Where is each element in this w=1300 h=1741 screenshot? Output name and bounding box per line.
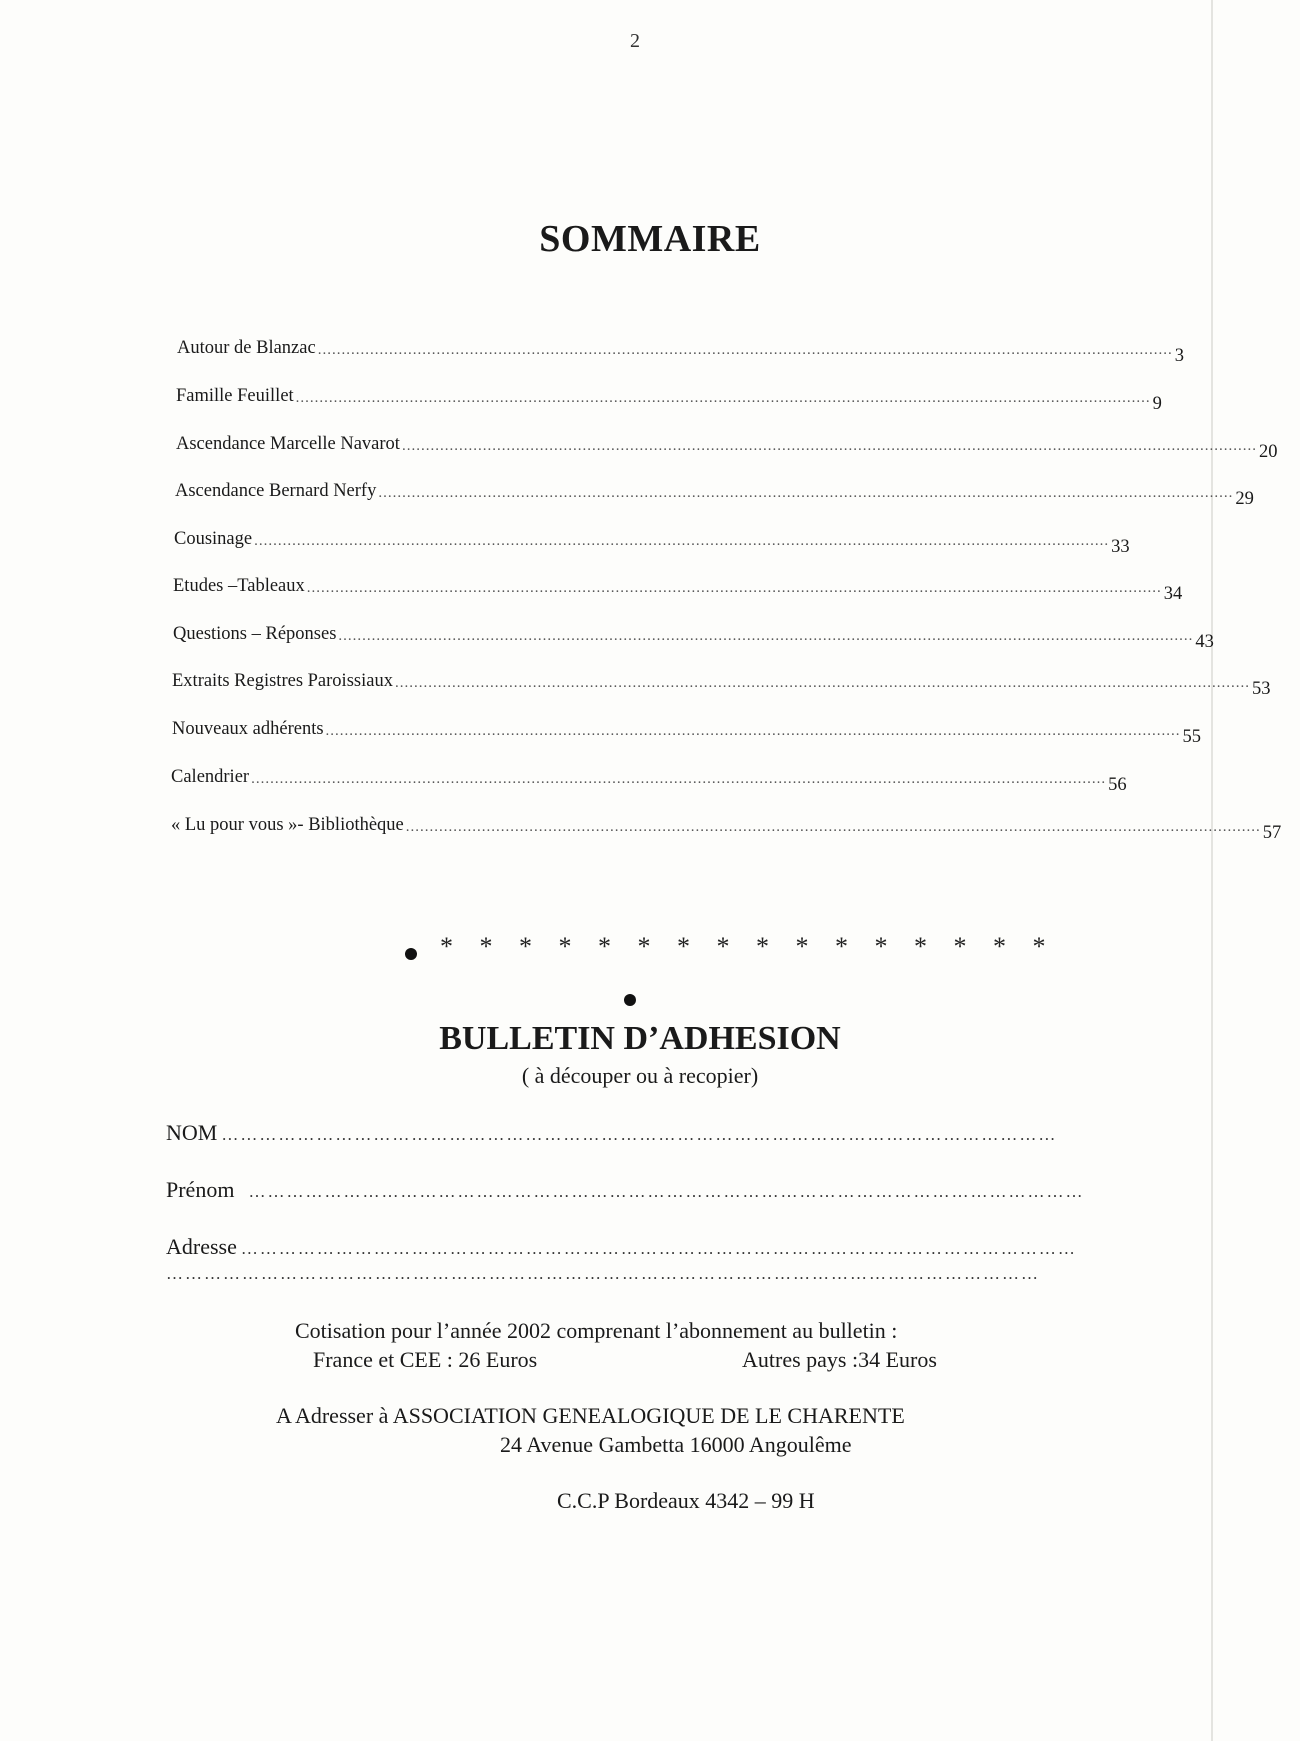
toc-leader-dots: .................................................................................................................................................................................... — [394, 675, 1250, 691]
toc-item-page: 56 — [1108, 775, 1127, 795]
toc-item-page: 29 — [1235, 489, 1254, 509]
toc-item-page: 9 — [1152, 394, 1162, 414]
toc-item-page: 43 — [1195, 632, 1214, 652]
bulletin-subtitle: ( à découper ou à recopier) — [521, 1063, 759, 1088]
toc-item-label: Nouveaux adhérents — [172, 719, 324, 739]
toc-item-page: 53 — [1251, 679, 1271, 699]
adresse-field[interactable] — [166, 1234, 1077, 1260]
toc-item-page: 3 — [1174, 346, 1184, 366]
adresse-fill-line-2[interactable]: ………………………………………………………………………………………………………………………… — [166, 1264, 1040, 1283]
toc-item-label: Extraits Registres Paroissiaux — [172, 671, 393, 691]
toc-item-page: 20 — [1258, 442, 1278, 462]
cotisation-text: Cotisation pour l’année 2002 comprenant l’abonnement au bulletin : — [295, 1318, 898, 1343]
bulletin-title: BULLETIN D’ADHESION — [439, 1020, 841, 1057]
price-france: France et CEE : 26 Euros — [313, 1347, 538, 1372]
association-address: 24 Avenue Gambetta 16000 Angoulême — [500, 1432, 852, 1457]
nom-label: NOM — [166, 1120, 218, 1145]
toc-item-label: Ascendance Marcelle Navarot — [176, 434, 400, 454]
toc-item — [172, 711, 1202, 747]
toc-item-page: 55 — [1182, 727, 1202, 747]
toc-leader-dots: .................................................................................................................................................................................... — [401, 438, 1257, 454]
toc-item — [177, 330, 1184, 366]
toc-item-label: Questions – Réponses — [173, 624, 337, 644]
toc-item — [174, 521, 1130, 557]
toc-leader-dots: .................................................................................................................................................................................... — [405, 819, 1261, 835]
toc-item-label: « Lu pour vous »- Bibliothèque — [171, 815, 404, 835]
toc-leader-dots: .................................................................................................................................................................................... — [251, 771, 1107, 787]
toc-leader-dots: .................................................................................................................................................................................... — [306, 580, 1162, 596]
toc-item — [171, 807, 1282, 843]
page-edge-line — [1211, 0, 1213, 1741]
nom-field[interactable] — [166, 1120, 1058, 1146]
toc-item-label: Cousinage — [174, 529, 253, 549]
bullet-dot — [405, 948, 417, 960]
ccp-account: C.C.P Bordeaux 4342 – 99 H — [557, 1488, 815, 1513]
toc-item-label: Calendrier — [171, 767, 250, 787]
toc-leader-dots: .................................................................................................................................................................................... — [378, 485, 1234, 501]
toc-item-label: Ascendance Bernard Nerfy — [175, 481, 377, 501]
prenom-label: Prénom — [166, 1177, 235, 1202]
nom-fill-line[interactable]: …………………………………………………………………………………………………………………… — [221, 1125, 1058, 1144]
page-number: 2 — [630, 30, 640, 52]
toc-item — [171, 759, 1127, 795]
toc-item-label: Etudes –Tableaux — [173, 576, 305, 596]
adresse-fill-line[interactable]: …………………………………………………………………………………………………………………… — [240, 1239, 1077, 1258]
toc-leader-dots: .................................................................................................................................................................................... — [338, 628, 1194, 644]
toc-item-page: 34 — [1163, 584, 1183, 604]
toc-item-label: Autour de Blanzac — [177, 338, 316, 358]
star-separator: * * * * * * * * * * * * * * * * — [440, 932, 1056, 961]
toc-item — [176, 426, 1278, 462]
toc-item — [172, 663, 1271, 699]
price-other-countries: Autres pays :34 Euros — [742, 1347, 937, 1372]
prenom-field[interactable] — [166, 1177, 1085, 1203]
toc-item — [176, 378, 1162, 414]
toc-item — [173, 616, 1214, 652]
adresse-field-line-2[interactable] — [166, 1264, 1040, 1284]
page-title: SOMMAIRE — [539, 218, 761, 260]
adresse-label: Adresse — [166, 1234, 237, 1259]
toc-leader-dots: .................................................................................................................................................................................... — [325, 723, 1181, 739]
bullet-dot — [624, 994, 636, 1006]
toc-item-page: 57 — [1262, 823, 1282, 843]
toc-item — [173, 568, 1183, 604]
prenom-fill-line[interactable]: …………………………………………………………………………………………………………………… — [248, 1182, 1085, 1201]
toc-leader-dots: .................................................................................................................................................................................... — [254, 533, 1110, 549]
send-to-text: A Adresser à ASSOCIATION GENEALOGIQUE DE LE CHARENTE — [276, 1403, 905, 1428]
toc-item — [175, 473, 1254, 509]
toc-leader-dots: .................................................................................................................................................................................... — [295, 390, 1151, 406]
toc-leader-dots: .................................................................................................................................................................................... — [317, 342, 1173, 358]
toc-item-page: 33 — [1111, 537, 1130, 557]
toc-item-label: Famille Feuillet — [176, 386, 294, 406]
